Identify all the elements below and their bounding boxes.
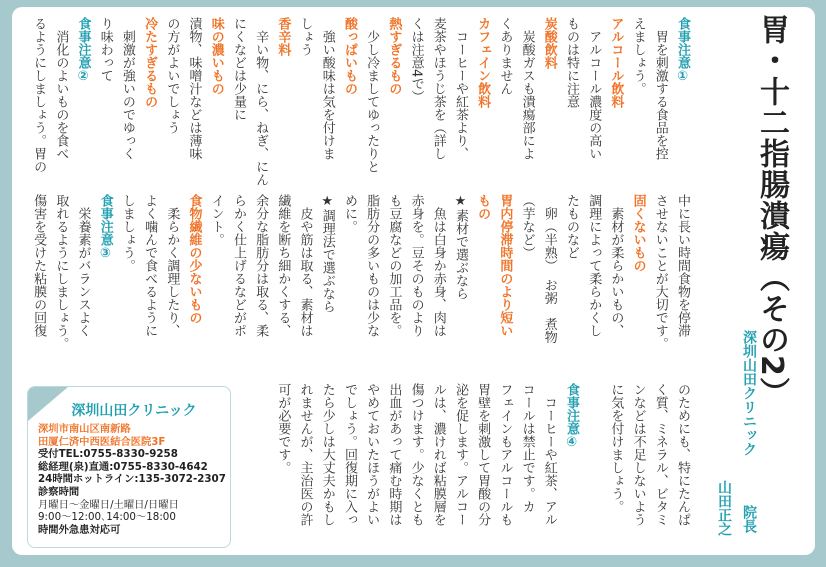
text-line: 胃を刺激する食品を控 [652,17,668,160]
clinic-emergency: 時間外急患対応可 [38,523,121,536]
section-heading: 食事注意④ [563,383,579,450]
text-line: 皮や筋は取る、素材は [297,194,313,337]
text-row-bottom [271,383,693,548]
text-line: り味わって [97,17,113,82]
text-line: フェインもアルコールも [497,383,513,526]
text-line: 強い酸味は気を付けま [319,17,335,160]
section-heading: 炭酸飲料 [541,17,557,69]
text-line: 麦茶やほうじ茶を（詳し [430,17,446,160]
text-line: たら少しは大丈夫かもし [319,383,335,526]
text-line: よく噛んで食べるように [142,194,158,337]
byline-clinic: 深圳山田クリニック [741,330,757,456]
text-line: 傷害を受けた粘膜の回復 [31,194,47,337]
clinic-direct-tel: 総経理(泉)直通:0755-8330-4642 [38,460,208,473]
article-title: 胃・十二指腸潰瘍（その2） [754,14,789,408]
text-line: 炭酸ガスも潰瘍部によ [519,17,535,160]
text-line: るようにしましょう。胃の [31,17,47,173]
text-line: 栄養素がバランスよく [75,194,91,337]
text-line: ルは、濃ければ粘膜層を [430,383,446,526]
byline-director-title: 院長 [741,505,757,533]
text-line: やめておいたほうがよい [364,383,380,526]
text-line: 繊維を断ち細かくする、 [275,194,291,337]
clinic-box-title: 深圳山田クリニック [71,403,197,419]
text-line: く質、ミネラル、ビタミ [652,383,668,526]
text-row-middle [27,194,693,366]
text-line: のためにも、特にたんぱ [675,383,690,526]
text-line: 取れるようにしましょう。 [53,194,69,350]
clinic-days: 月曜日～金曜日/土曜日/日曜日 [38,498,179,511]
byline-director-name: 山田正之 [716,480,732,536]
clinic-hours: 9:00～12:00､14:00～18:00 [38,511,176,524]
text-line: 魚は白身か赤身、肉は [430,194,446,337]
text-line: れませんが、主治医の許 [297,383,313,526]
section-heading: 食事注意③ [97,194,113,261]
clinic-address-1: 深圳市南山区南新路 [38,423,131,435]
section-heading: 香辛料 [275,17,291,56]
section-heading: カフェイン飲料 [475,17,491,108]
text-line: しょう [297,17,313,56]
text-line: ★素材で選ぶなら [452,194,468,300]
text-line: 漬物、味噌汁などは薄味 [186,17,202,160]
text-line: 辛い物、にら、ねぎ、にん [253,17,269,186]
text-line: にくなどは少量に [230,17,246,121]
clinic-hotline: 24時間ホットライン:135-3072-2307 [38,473,226,486]
clinic-address-2: 田厦仁済中西医結合医院3F [38,435,166,448]
text-line: 中に長い時間食物を停滞 [675,194,690,337]
text-line: させないことが大切です。 [652,194,668,350]
clinic-reception-tel: 受付TEL:0755-8330-9258 [38,448,178,461]
text-line: 可が必要です。 [275,383,291,474]
text-line: めに。 [341,194,357,233]
section-heading: 食事注意② [75,17,91,84]
text-line: 卵（半熟） お粥 煮物 [541,194,557,344]
text-line: でしょう。回復期に入っ [341,383,357,526]
text-line: 泌を促します。アルコー [452,383,468,526]
text-line: コーヒーや紅茶より、 [452,17,468,160]
text-line: 調理によって柔らかくし [586,194,602,337]
section-heading: 味の濃いもの [208,17,224,95]
text-line: ンなどは不足しないよう [630,383,646,526]
text-line: えましょう。 [630,17,646,95]
text-line: の方がよいでしょう [164,17,180,134]
text-line: ★調理法で選ぶなら [319,194,335,313]
text-line: くありません [497,17,513,95]
text-row-top [27,17,693,187]
text-line: 出血があって痛む時期は [386,383,402,526]
text-line: らかく仕上げるなどがポ [230,194,246,337]
text-line: も豆腐などの加工品を。 [386,194,402,337]
section-heading: 食事注意① [675,17,690,84]
section-heading: 冷たすぎるもの [142,17,158,108]
section-heading: 胃内停滞時間のより短い [497,194,513,337]
text-line: しましょう。 [119,194,135,272]
text-line: 消化のよいものを食べ [53,17,69,160]
text-line: 胃壁を刺激して胃酸の分 [475,383,491,526]
text-line: 赤身を。豆そのものより [408,194,424,337]
text-line: アルコール濃度の高い [586,17,602,160]
text-line: 傷つけます。少なくとも [408,383,424,526]
section-heading: 酸っぱいもの [341,17,357,95]
text-line: たものなど [563,194,579,259]
clinic-hours-label: 診察時間 [38,485,80,498]
section-heading: 固くないもの [630,194,646,272]
section-heading: 食物繊維の少ないもの [186,194,202,324]
section-heading: 熱すぎるもの [386,17,402,95]
text-line: （芋など） [519,194,535,259]
text-line: 脂肪分の多いものは少な [364,194,380,337]
clinic-info-box [27,386,231,548]
text-line: 余分な脂肪分は取る、柔 [253,194,269,337]
text-line [582,383,604,548]
text-line: に気を付けましょう。 [608,383,624,513]
bottom-frame-strip [0,557,826,567]
text-line: コールは禁止です。カ [519,383,535,513]
text-line: 素材が柔らかいもの、 [608,194,624,337]
text-line: ものは特に注意 [563,17,579,108]
section-heading: もの [475,194,491,220]
text-line: イント。 [208,194,224,246]
text-line: 刺激が強いのでゆっく [119,17,135,160]
text-line: くは注意4で） [408,17,424,104]
section-heading: アルコール飲料 [608,17,624,108]
text-line: コーヒーや紅茶、アル [541,383,557,526]
text-line: 柔らかく調理したり、 [164,194,180,337]
text-line: 少し冷ましてゆったりと [364,17,380,173]
